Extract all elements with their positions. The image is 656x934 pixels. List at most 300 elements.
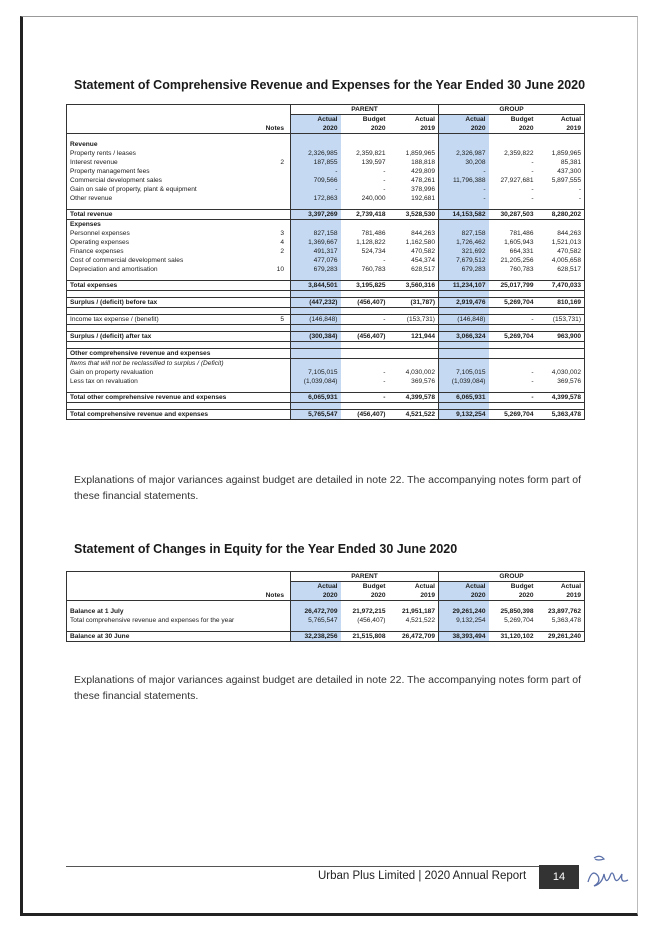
row-label: Total revenue	[67, 210, 253, 220]
row-value: 21,951,187	[402, 608, 436, 615]
page-number: 14	[539, 865, 579, 889]
row-value: 478,261	[411, 177, 436, 184]
row-value: 30,208	[439, 158, 489, 167]
row-value: (456,407)	[357, 617, 386, 624]
row-label: Property management fees	[67, 167, 253, 176]
column-header: Budget	[362, 116, 386, 123]
row-value: 25,017,799	[489, 281, 537, 291]
row-value: (1,039,084)	[291, 377, 341, 386]
blank-cell	[537, 403, 585, 410]
column-year: 2020	[439, 124, 489, 134]
row-value: 21,205,256	[500, 257, 534, 264]
row-note: 3	[280, 230, 284, 237]
blank-cell	[341, 291, 389, 298]
blank-cell	[439, 342, 489, 349]
blank-cell	[341, 308, 389, 315]
row-value	[291, 349, 341, 359]
column-header: Actual	[439, 582, 489, 592]
row-note	[253, 167, 291, 176]
blank-cell	[253, 403, 291, 410]
column-year: 2019	[389, 591, 439, 601]
table-row	[67, 368, 585, 377]
row-value: 7,679,512	[439, 256, 489, 265]
group-group-label: GROUP	[439, 105, 585, 115]
blank-cell	[291, 308, 341, 315]
row-value: 26,472,709	[389, 632, 439, 642]
row-value: 3,844,501	[291, 281, 341, 291]
blank-cell	[67, 591, 253, 601]
row-value: 4,521,522	[405, 617, 436, 624]
row-value: (31,787)	[389, 298, 439, 308]
row-value: -	[341, 393, 389, 403]
row-value: 192,681	[411, 195, 436, 202]
comprehensive-revenue-table	[66, 104, 585, 420]
row-value: 1,521,013	[537, 238, 585, 247]
row-label: Cost of commercial development sales	[67, 256, 253, 265]
row-value: 781,486	[509, 230, 534, 237]
row-label: Operating expenses	[67, 238, 253, 247]
blank-cell	[439, 325, 489, 332]
table-row	[67, 332, 585, 342]
blank-cell	[341, 403, 389, 410]
notes-header: Notes	[253, 124, 291, 134]
row-value: -	[531, 186, 534, 193]
row-value: 963,900	[537, 332, 585, 342]
row-value: 3,195,825	[341, 281, 389, 291]
row-value: 4,521,522	[389, 410, 439, 420]
row-value: (1,039,084)	[439, 377, 489, 386]
table-row	[67, 281, 585, 291]
row-value: -	[531, 369, 534, 376]
row-value: (153,731)	[389, 315, 439, 325]
table-row	[67, 265, 585, 274]
table-row	[67, 140, 585, 149]
row-value: -	[439, 194, 489, 203]
row-value: 1,369,667	[291, 238, 341, 247]
row-value: 6,065,931	[439, 393, 489, 403]
row-label: Property rents / leases	[67, 149, 253, 158]
row-value: -	[489, 315, 537, 325]
row-label: Surplus / (deficit) before tax	[67, 298, 253, 308]
blank-cell	[537, 291, 585, 298]
row-label: Interest revenue	[67, 158, 253, 167]
row-note	[253, 349, 291, 359]
row-value: 5,363,478	[537, 410, 585, 420]
table-row	[67, 194, 585, 203]
row-value: -	[531, 195, 534, 202]
row-value: 6,065,931	[291, 393, 341, 403]
column-year: 2019	[537, 591, 585, 601]
row-value: 139,597	[361, 159, 386, 166]
table-row	[67, 256, 585, 265]
row-note	[253, 256, 291, 265]
row-value: 827,158	[439, 229, 489, 238]
table-row	[67, 210, 585, 220]
row-label: Commercial development sales	[67, 176, 253, 185]
row-value: -	[383, 168, 386, 175]
row-note	[253, 359, 291, 369]
spacer-row	[67, 342, 585, 349]
row-value: 29,261,240	[439, 607, 489, 616]
row-value: -	[341, 315, 389, 325]
row-value: 369,576	[537, 377, 585, 386]
group-group-label: GROUP	[439, 572, 585, 582]
column-year: 2020	[489, 591, 537, 601]
row-value: 760,783	[509, 266, 534, 273]
blank-cell	[389, 291, 439, 298]
row-label: Gain on sale of property, plant & equipment	[67, 185, 253, 194]
column-header: Actual	[537, 582, 585, 592]
row-note: 4	[280, 239, 284, 246]
row-value: 679,283	[439, 265, 489, 274]
spacer-row	[67, 308, 585, 315]
row-value: 1,859,965	[537, 149, 585, 158]
row-value: 172,863	[291, 194, 341, 203]
column-header-row	[67, 115, 585, 125]
table-row	[67, 616, 585, 625]
row-value: 470,582	[411, 248, 436, 255]
row-value: 85,381	[537, 158, 585, 167]
row-value: 844,263	[537, 229, 585, 238]
row-value: 454,374	[411, 257, 436, 264]
row-value: 628,517	[411, 266, 436, 273]
row-label: Income tax expense / (benefit)	[67, 315, 253, 325]
row-value: -	[383, 177, 386, 184]
row-value: -	[537, 194, 585, 203]
row-value	[489, 349, 537, 359]
row-value: 187,855	[291, 158, 341, 167]
column-year: 2020	[341, 124, 389, 134]
footer-report-title: Urban Plus Limited | 2020 Annual Report	[318, 870, 527, 882]
blank-cell	[537, 308, 585, 315]
row-value: -	[489, 393, 537, 403]
row-value: 8,280,202	[537, 210, 585, 220]
row-value: 5,765,547	[291, 410, 341, 420]
statement1-title: Statement of Comprehensive Revenue and Expenses for the Year Ended 30 June 2020	[74, 78, 586, 92]
row-label: Balance at 30 June	[67, 632, 253, 642]
table-row	[67, 229, 585, 238]
row-value: -	[531, 168, 534, 175]
blank-cell	[389, 308, 439, 315]
signature-initials-icon	[584, 852, 630, 898]
row-value: 7,470,033	[537, 281, 585, 291]
row-value	[537, 359, 585, 369]
blank-cell	[389, 325, 439, 332]
table-row	[67, 238, 585, 247]
row-value: -	[383, 257, 386, 264]
row-value: 3,397,269	[291, 210, 341, 220]
row-value: 3,528,530	[389, 210, 439, 220]
row-value: (456,407)	[341, 298, 389, 308]
row-value: 1,162,580	[405, 239, 436, 246]
row-value: 5,269,704	[489, 332, 537, 342]
row-note: 10	[276, 266, 284, 273]
row-value: 378,996	[411, 186, 436, 193]
row-label: Total expenses	[67, 281, 253, 291]
table-row	[67, 167, 585, 176]
blank-cell	[67, 572, 253, 582]
row-note	[253, 194, 291, 203]
row-value: 1,726,462	[439, 238, 489, 247]
row-note	[253, 185, 291, 194]
row-label: Revenue	[67, 140, 253, 149]
row-value: 810,169	[537, 298, 585, 308]
row-value: -	[383, 186, 386, 193]
row-value: 4,030,002	[537, 368, 585, 377]
column-header-row	[67, 582, 585, 592]
blank-cell	[253, 115, 291, 125]
table-row	[67, 176, 585, 185]
row-value: 5,269,704	[489, 298, 537, 308]
row-value: 827,158	[291, 229, 341, 238]
table-row	[67, 149, 585, 158]
row-value: 1,859,965	[405, 150, 436, 157]
column-header: Budget	[510, 116, 534, 123]
column-year-row	[67, 591, 585, 601]
table-row	[67, 298, 585, 308]
table-row	[67, 315, 585, 325]
blank-cell	[341, 342, 389, 349]
row-value	[291, 359, 341, 369]
row-value: 5,269,704	[489, 410, 537, 420]
row-note	[253, 616, 291, 625]
blank-cell	[67, 342, 253, 349]
blank-cell	[489, 403, 537, 410]
blank-cell	[439, 291, 489, 298]
changes-in-equity-table	[66, 571, 585, 642]
row-label: Total comprehensive revenue and expenses for the year	[67, 616, 253, 625]
row-note	[253, 393, 291, 403]
row-value	[389, 359, 439, 369]
row-value: 7,105,015	[291, 368, 341, 377]
blank-cell	[489, 291, 537, 298]
row-label: Expenses	[67, 220, 253, 230]
blank-cell	[489, 325, 537, 332]
row-value: 664,331	[509, 248, 534, 255]
row-value: 31,120,102	[489, 632, 537, 642]
blank-cell	[67, 403, 253, 410]
row-value	[389, 140, 439, 149]
row-value: 5,897,555	[537, 176, 585, 185]
row-value: 25,850,398	[500, 608, 534, 615]
blank-cell	[253, 105, 291, 115]
variance-note-2: Explanations of major variances against budget are detailed in note 22. The accompanying notes form part of these financial statements.	[74, 674, 582, 702]
row-label: Finance expenses	[67, 247, 253, 256]
column-year: 2020	[291, 591, 341, 601]
row-value	[489, 140, 537, 149]
row-value: 709,566	[291, 176, 341, 185]
row-note	[253, 607, 291, 616]
row-note	[253, 210, 291, 220]
row-note	[253, 281, 291, 291]
row-label: Other comprehensive revenue and expenses	[67, 349, 253, 359]
group-header-row	[67, 105, 585, 115]
column-header: Budget	[510, 583, 534, 590]
row-value: (447,232)	[291, 298, 341, 308]
row-value: -	[439, 185, 489, 194]
row-value: 477,076	[291, 256, 341, 265]
row-note	[253, 176, 291, 185]
column-year: 2020	[341, 591, 389, 601]
row-label: Total other comprehensive revenue and expenses	[67, 393, 253, 403]
row-value	[389, 220, 439, 230]
row-value	[291, 220, 341, 230]
blank-cell	[67, 105, 253, 115]
row-value: 491,317	[291, 247, 341, 256]
column-year: 2020	[439, 591, 489, 601]
row-value: 781,486	[361, 230, 386, 237]
blank-cell	[67, 124, 253, 134]
column-header: Actual	[291, 115, 341, 125]
row-value: -	[531, 159, 534, 166]
blank-cell	[253, 308, 291, 315]
column-header: Actual	[439, 115, 489, 125]
blank-cell	[389, 403, 439, 410]
table-row	[67, 393, 585, 403]
table-row	[67, 185, 585, 194]
row-value: (146,848)	[291, 315, 341, 325]
table-row	[67, 632, 585, 642]
row-value: 1,128,822	[356, 239, 386, 246]
row-value	[537, 220, 585, 230]
row-note: 5	[253, 315, 291, 325]
column-header: Actual	[414, 583, 436, 590]
row-value: 5,363,478	[537, 616, 585, 625]
row-value: 2,326,987	[439, 149, 489, 158]
row-value	[537, 349, 585, 359]
parent-group-label: PARENT	[291, 105, 439, 115]
row-note	[253, 298, 291, 308]
row-value: 2,326,985	[291, 149, 341, 158]
row-value: 4,399,578	[389, 393, 439, 403]
row-note	[253, 332, 291, 342]
row-value	[291, 140, 341, 149]
footer-rule	[66, 866, 569, 867]
row-value	[389, 349, 439, 359]
row-value: 14,153,582	[439, 210, 489, 220]
row-value: (153,731)	[537, 315, 585, 325]
row-note	[253, 140, 291, 149]
blank-cell	[291, 291, 341, 298]
row-value: 4,005,658	[537, 256, 585, 265]
row-value: 240,000	[361, 195, 386, 202]
column-header: Actual	[537, 115, 585, 125]
column-year: 2019	[389, 124, 439, 134]
row-value: 9,132,254	[439, 410, 489, 420]
blank-cell	[253, 291, 291, 298]
row-value: 121,944	[389, 332, 439, 342]
table-row	[67, 247, 585, 256]
blank-cell	[67, 325, 253, 332]
blank-cell	[67, 115, 253, 125]
table-row	[67, 377, 585, 386]
row-value: 470,582	[537, 247, 585, 256]
blank-cell	[537, 325, 585, 332]
blank-cell	[489, 308, 537, 315]
row-value	[341, 359, 389, 369]
row-note	[253, 632, 291, 642]
row-value: 524,734	[361, 248, 386, 255]
column-header: Budget	[362, 583, 386, 590]
column-year: 2020	[489, 124, 537, 134]
table-row	[67, 220, 585, 230]
blank-cell	[489, 342, 537, 349]
row-value: 32,238,256	[291, 632, 341, 642]
row-value	[489, 359, 537, 369]
row-value: 9,132,254	[439, 616, 489, 625]
row-value: -	[439, 167, 489, 176]
row-note: 2	[280, 248, 284, 255]
column-header: Actual	[414, 116, 436, 123]
row-note	[253, 410, 291, 420]
row-value: 29,261,240	[537, 632, 585, 642]
blank-cell	[67, 308, 253, 315]
spacer-row	[67, 325, 585, 332]
group-header-row	[67, 572, 585, 582]
blank-cell	[253, 325, 291, 332]
notes-header: Notes	[253, 591, 291, 601]
row-value: 3,560,316	[389, 281, 439, 291]
row-note	[253, 368, 291, 377]
row-value: 30,287,503	[489, 210, 537, 220]
blank-cell	[253, 572, 291, 582]
spacer-row	[67, 291, 585, 298]
table-row	[67, 349, 585, 359]
row-value	[439, 349, 489, 359]
parent-group-label: PARENT	[291, 572, 439, 582]
row-value: 5,765,547	[291, 616, 341, 625]
blank-cell	[291, 403, 341, 410]
blank-cell	[439, 308, 489, 315]
row-label: Less tax on revaluation	[67, 377, 253, 386]
row-value: 3,066,324	[439, 332, 489, 342]
row-value: 4,399,578	[537, 393, 585, 403]
row-value: -	[531, 378, 534, 385]
variance-note-1: Explanations of major variances against budget are detailed in note 22. The accompanying notes form part of these financial statements.	[74, 474, 582, 502]
row-value: 429,809	[411, 168, 436, 175]
row-note: 2	[280, 159, 284, 166]
column-header: Actual	[291, 582, 341, 592]
column-year-row	[67, 124, 585, 134]
row-note	[253, 377, 291, 386]
row-value: 679,283	[291, 265, 341, 274]
row-label: Surplus / (deficit) after tax	[67, 332, 253, 342]
row-value: (456,407)	[341, 410, 389, 420]
table-row	[67, 410, 585, 420]
row-value: 369,576	[411, 378, 436, 385]
row-value: 188,818	[411, 159, 436, 166]
row-value: (300,384)	[291, 332, 341, 342]
row-value: (146,848)	[439, 315, 489, 325]
row-value	[341, 140, 389, 149]
row-note	[253, 149, 291, 158]
row-value: 21,515,808	[341, 632, 389, 642]
blank-cell	[253, 342, 291, 349]
blank-cell	[341, 325, 389, 332]
row-value: (456,407)	[341, 332, 389, 342]
row-value	[439, 140, 489, 149]
row-value: 2,739,418	[341, 210, 389, 220]
table-row	[67, 359, 585, 369]
blank-cell	[291, 325, 341, 332]
row-value: 2,359,822	[504, 150, 534, 157]
row-value: 23,897,762	[537, 607, 585, 616]
blank-cell	[253, 582, 291, 592]
row-value: 27,927,681	[500, 177, 534, 184]
row-label: Balance at 1 July	[67, 607, 253, 616]
row-value: 11,796,388	[439, 176, 489, 185]
row-value: 628,517	[537, 265, 585, 274]
